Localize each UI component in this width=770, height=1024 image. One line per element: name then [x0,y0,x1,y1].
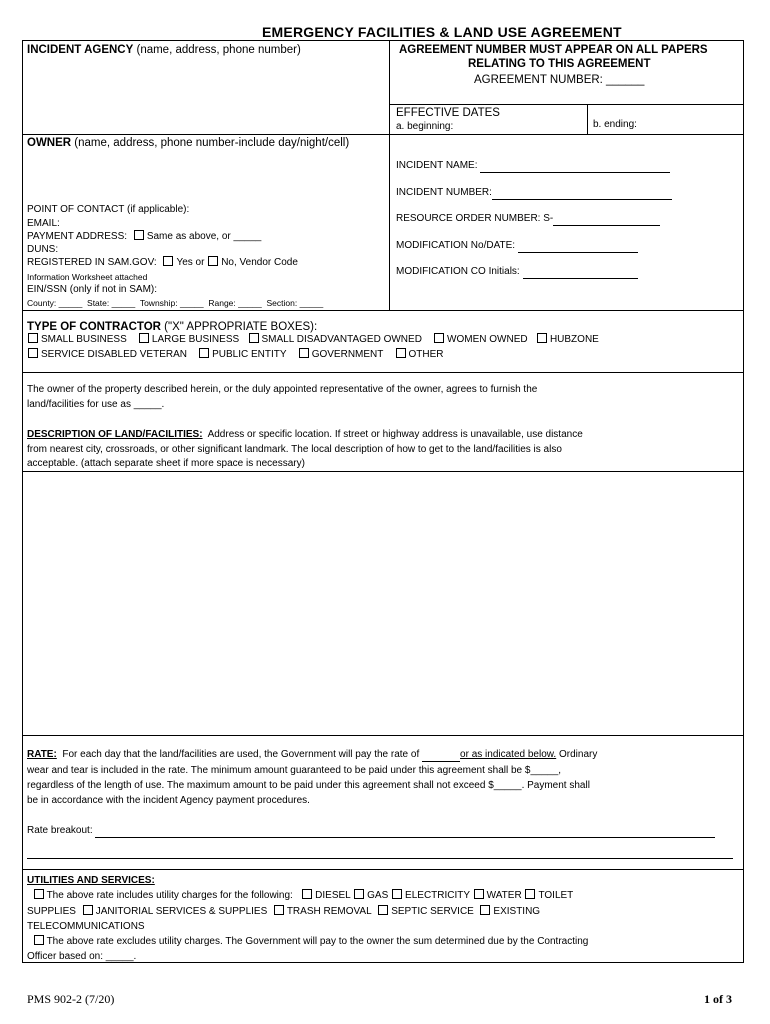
gas-checkbox[interactable] [354,889,364,899]
toilet-checkbox[interactable] [525,889,535,899]
form-number: PMS 902-2 (7/20) [27,992,115,1006]
utilities-line-2: SUPPLIES JANITORIAL SERVICES & SUPPLIES TRASH REMOVAL SEPTIC SERVICE EXISTING [27,906,541,917]
effective-beginning[interactable]: a. beginning: [396,121,454,132]
janitorial-checkbox[interactable] [83,905,93,915]
incident-agency-label: INCIDENT AGENCY (name, address, phone number) [27,44,301,56]
page-number: 1 of 3 [704,992,732,1006]
incident-agency-field[interactable] [24,58,387,132]
location-fields[interactable]: County: _____ State: _____ Township: _____ Range: _____ Section: _____ [27,298,324,308]
trash-removal-checkbox[interactable] [274,905,284,915]
description-line-2: from nearest city, crossroads, or other significant landmark. The local description of how to get to the land/facilities is also [27,444,562,455]
contractor-label: TYPE OF CONTRACTOR ("X" APPROPRIATE BOXES): [27,321,318,333]
utilities-label: UTILITIES AND SERVICES: [27,875,155,886]
agreement-number[interactable]: AGREEMENT NUMBER: ______ [474,74,645,86]
service-disabled-veteran-option[interactable]: SERVICE DISABLED VETERAN [27,349,187,360]
utilities-line-3: TELECOMMUNICATIONS [27,921,145,932]
modification-co-initials[interactable]: MODIFICATION CO Initials: [396,265,638,279]
public-entity-option[interactable]: PUBLIC ENTITY [198,349,286,360]
owner-statement-1: The owner of the property described herein, or the duly appointed representative of the owner, agrees to furnish the [27,384,538,395]
small-business-option[interactable]: SMALL BUSINESS [27,334,127,345]
utilities-line-5[interactable]: Officer based on: _____. [27,951,137,962]
sam-yes-checkbox[interactable] [163,256,173,266]
women-owned-option[interactable]: WOMEN OWNED [433,334,528,345]
email-label[interactable]: EMAIL: [27,218,60,229]
existing-telecom-checkbox[interactable] [480,905,490,915]
same-as-above-checkbox[interactable] [134,230,144,240]
poc-label[interactable]: POINT OF CONTACT (if applicable): [27,204,190,215]
includes-utilities-checkbox[interactable] [34,889,44,899]
sam-no-checkbox[interactable] [208,256,218,266]
resource-order-number[interactable]: RESOURCE ORDER NUMBER: S- [396,212,660,226]
rate-breakout-line-2[interactable] [27,858,733,859]
payment-address[interactable]: PAYMENT ADDRESS: Same as above, or _____ [27,231,262,242]
owner-label: OWNER (name, address, phone number-include day/night/cell) [27,137,350,149]
hubzone-option[interactable]: HUBZONE [536,334,599,345]
agreement-notice-1: AGREEMENT NUMBER MUST APPEAR ON ALL PAPERS [399,44,708,56]
duns-label[interactable]: DUNS: [27,244,59,255]
contractor-row-1 [27,333,599,347]
large-business-option[interactable]: LARGE BUSINESS [138,334,239,345]
other-option[interactable]: OTHER [395,349,444,360]
utilities-line-1: The above rate includes utility charges for the following: DIESEL GAS ELECTRICITY WATER TOILET [27,889,573,903]
registered-sam: REGISTERED IN SAM.GOV: Yes or No, Vendor Code [27,257,298,268]
water-checkbox[interactable] [474,889,484,899]
incident-number[interactable]: INCIDENT NUMBER: [396,186,672,200]
ein-label[interactable]: EIN/SSN (only if not in SAM): [27,284,158,295]
rate-line-4: be in accordance with the incident Agency payment procedures. [27,795,310,806]
small-disadvantaged-option[interactable]: SMALL DISADVANTAGED OWNED [248,334,422,345]
rate-breakout[interactable]: Rate breakout: [27,824,715,838]
description-line-3: acceptable. (attach separate sheet if more space is necessary) [27,458,305,469]
rate-line-2[interactable]: wear and tear is included in the rate. The minimum amount guaranteed to be paid under this agreement shall be $_____, [27,765,562,776]
agreement-notice-2: RELATING TO THIS AGREEMENT [468,58,651,70]
electricity-checkbox[interactable] [392,889,402,899]
daily-rate-field[interactable] [422,761,460,762]
contractor-row-2 [27,348,444,362]
description-field[interactable] [24,473,742,733]
utilities-line-4: The above rate excludes utility charges. The Government will pay to the owner the sum determined due by the Contracting [27,935,588,949]
rate-line-1: RATE: For each day that the land/facilities are used, the Government will pay the rate of or as indicated below. Ordinary [27,749,598,760]
excludes-utilities-checkbox[interactable] [34,935,44,945]
incident-name[interactable]: INCIDENT NAME: [396,159,670,173]
rate-line-3[interactable]: regardless of the length of use. The maximum amount to be paid under this agreement shall not exceed $_____. Payment shall [27,780,590,791]
septic-checkbox[interactable] [378,905,388,915]
description-line-1: DESCRIPTION OF LAND/FACILITIES: Address or specific location. If street or highway address is unavailable, use distance [27,429,583,440]
effective-ending[interactable]: b. ending: [593,119,637,130]
form-title: EMERGENCY FACILITIES & LAND USE AGREEMENT [262,24,622,40]
diesel-checkbox[interactable] [302,889,312,899]
modification-number[interactable]: MODIFICATION No/DATE: [396,239,638,253]
owner-statement-2[interactable]: land/facilities for use as _____. [27,399,165,410]
effective-dates-label: EFFECTIVE DATES [396,107,500,119]
government-option[interactable]: GOVERNMENT [298,349,384,360]
worksheet-label: Information Worksheet attached [27,272,148,282]
